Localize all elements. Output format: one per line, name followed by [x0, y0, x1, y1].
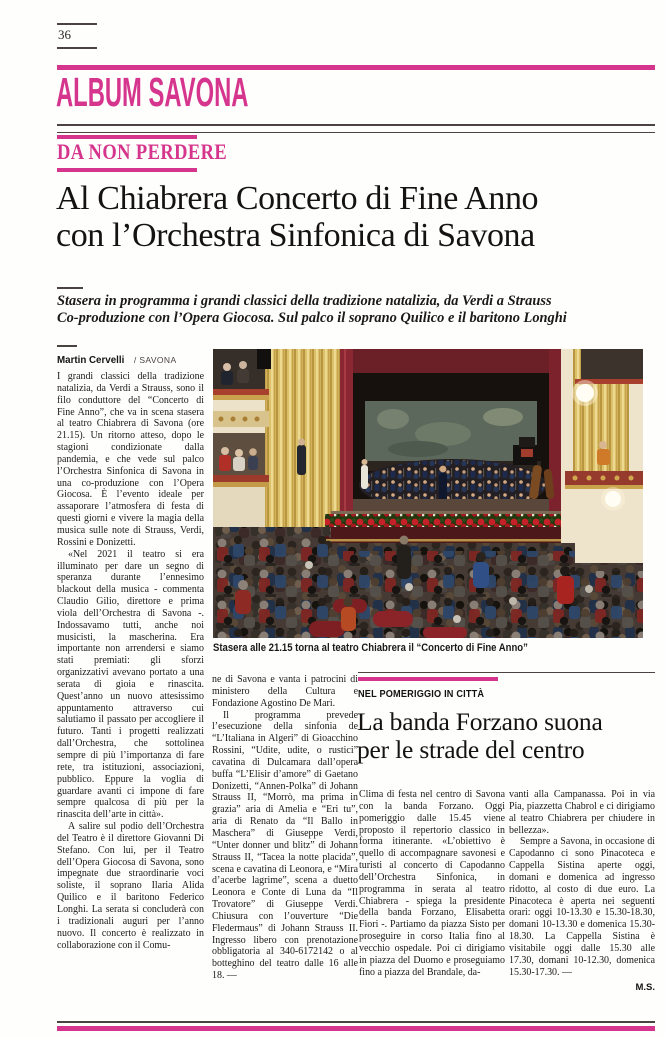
kicker-bar-bottom	[57, 168, 197, 172]
article1-standfirst	[57, 293, 567, 327]
headline-line-2: con l’Orchestra Sinfonica di Savona	[56, 216, 535, 254]
article1-paragraph: A salire sul podio dell’Orchestra del Teatro è il direttore Giovanni Di Stefano. Con lui, per il Teatro dell’Opera Giocosa di Savona, sono impegnate due straordinarie voci soliste, il soprano Ilaria Alida Quilico e il baritono Federico Longhi. La serata si concluderà con i tradizionali auguri per l’anno nuovo. Il concerto è realizzato in collaborazione con il Comu-	[57, 821, 204, 951]
byline-author: Martin Cervelli	[57, 354, 125, 366]
article2-paragraph: Sempre a Savona, in occasione di Capodanno ci sono Pinacoteca e Cappella Sistina aperte oggi, domani e domenica ad ingresso ridotto, al costo di due euro. La Pinacoteca è aperta nei seguenti orari: oggi 10-13.30 e 15.30-18.30, domani 10-13.30 e domenica 15.30-18.30. La Cappella Sistina è visitabile oggi dalle 15.30 alle 17.30, domani 10-12.30, domenica 15.30-17.30. —	[509, 836, 655, 978]
article2-kicker-bar	[358, 677, 498, 681]
article2-top-rule	[358, 672, 655, 673]
folio-rule-bottom	[57, 47, 97, 49]
article2-kicker: NEL POMERIGGIO IN CITTÀ	[358, 689, 485, 700]
article2-column2	[509, 789, 655, 1011]
article1-column1	[57, 371, 204, 1001]
concert-photo	[213, 349, 643, 638]
article2-paragraph: vanti alla Campanassa. Poi in via Pia, piazzetta Chabrol e ci dirigiamo al teatro Chiabrera per chiudere in bellezza».	[509, 789, 655, 836]
standfirst-line-1: Stasera in programma i grandi classici della tradizione natalizia, da Verdi a Strauss	[57, 293, 552, 309]
headline-line-1: Al Chiabrera Concerto di Fine Anno	[56, 180, 539, 217]
section-title: ALBUM SAVONA	[56, 69, 249, 115]
article2-headline-line-2: per le strade del centro	[357, 734, 585, 764]
article1-paragraph: Il programma prevede l’esecuzione della sinfonia de “L’Italiana in Algeri” di Gioacchino Rossini, “Udite, udite, o rustici” cavatina di Dulcamara dall’opera buffa “L’Elisir d’amore” di Gaetano Donizetti, “Annen-Polka” di Johann Strauss II, “Morrò, ma prima in grazia” aria di Amelia e “Eri tu”, aria di Renato da “Il Ballo in Maschera” di Giuseppe Verdi, “Unter donner und blitz” di Johann Strauss II, “Tacea la notte placida”, scena e cavatina di Leonora, e “Mira d’acerbe lagrime”, scena a duetto Leonora e Conte di Luna da “Il Trovatore” di Giuseppe Verdi. Chiusura con l’ouverture “Die Fledermaus” di Johann Strauss II. Ingresso libero con prenotazione obbligatoria al 340-6172142 o al botteghino del teatro dalle 16 alle 18. —	[212, 709, 358, 982]
article1-paragraph: «Nel 2021 il teatro si era illuminato per dare un segno di speranza durante l’ennesimo blackout della musica - commenta Claudio Gilio, direttore e prima viola dell’Orchestra di Savona -. Indossavamo tutti, anche noi musicisti, la mascherina. Era importante non arrendersi e siamo stati premiati: gli sforzi organizzativi avevano portato a una serata di gioia e rinascita. Quest’anno un nuovo attesissimo appuntamento attraverso cui salutiamo il passato per accogliere il futuro. Tanti i progetti realizzati dall’Orchestra, che sottolinea sempre di più l’importanza di fare rete, tra istituzioni, associazioni, pubblico. Eppure la voglia di guardare avanti ci impone di fare sempre qualcosa di più per la rinascita dell’arte in città».	[57, 548, 204, 821]
byline-rule	[57, 345, 77, 347]
byline	[57, 350, 177, 368]
standfirst-rule	[57, 287, 83, 289]
article1-column2	[212, 674, 358, 1002]
article2-headline	[357, 708, 603, 763]
bottom-accent-rule	[57, 1026, 655, 1031]
article2-headline-line-1: La banda Forzano suona	[357, 707, 603, 736]
article1-kicker: DA NON PERDERE	[57, 139, 228, 164]
article2-paragraph: Clima di festa nel centro di Savona con la banda Forzano. Oggi pomeriggio dalle 15.45 viene proposto il repertorio classico in forma itinerante. «L’obiettivo è quello di accompagnare savonesi e turisti al concerto di Capodanno dell’Orchestra Sinfonica, in programma in serata al teatro Chiabrera - spiega la presidente della banda Forzano, Elisabetta Fiori -. Partiamo da piazza Sisto per proseguire in corso Italia fino al vecchio ospedale. Poi ci dirigiamo in piazza del Duomo e proseguiamo fino a piazza del Brandale, da-	[359, 789, 505, 978]
standfirst-line-2: Co-produzione con l’Opera Giocosa. Sul palco il soprano Quilico e il baritono Longhi	[57, 309, 567, 326]
page-number: 36	[58, 27, 71, 42]
article1-paragraph: I grandi classici della tradizione natalizia, da Verdi a Strauss, sono il filo conduttore del “Concerto di Fine Anno”, che va in scena stasera al teatro Chiabrera di Savona (ore 21.15). Un ritorno atteso, dopo le stagioni condizionate dalla pandemia, e che vede sul palco l’Orchestra Sinfonica di Savona in una co-produzione con l’Opera Giocosa. È l’evento ideale per assaporare l’atmosfera di festa di questi giorni e vivere la magia della musica sulle note di Strauss, Verdi, Rossini e Donizetti.	[57, 371, 204, 548]
article2-column1	[359, 789, 505, 1001]
folio-rule-top	[57, 23, 97, 25]
theater-concert-photo	[213, 349, 643, 638]
byline-location: / SAVONA	[133, 355, 177, 365]
bottom-hairline	[57, 1021, 655, 1023]
article1-headline	[56, 181, 538, 254]
article2-signature: M.S.	[635, 981, 655, 993]
article1-paragraph: ne di Savona e vanta i patrocini di ministero della Cultura e Fondazione Agostino De Mari.	[212, 674, 358, 709]
photo-caption: Stasera alle 21.15 torna al teatro Chiabrera il “Concerto di Fine Anno”	[213, 642, 528, 654]
masthead-bottom-rule	[57, 124, 655, 126]
kicker-top-hairline	[57, 132, 655, 133]
